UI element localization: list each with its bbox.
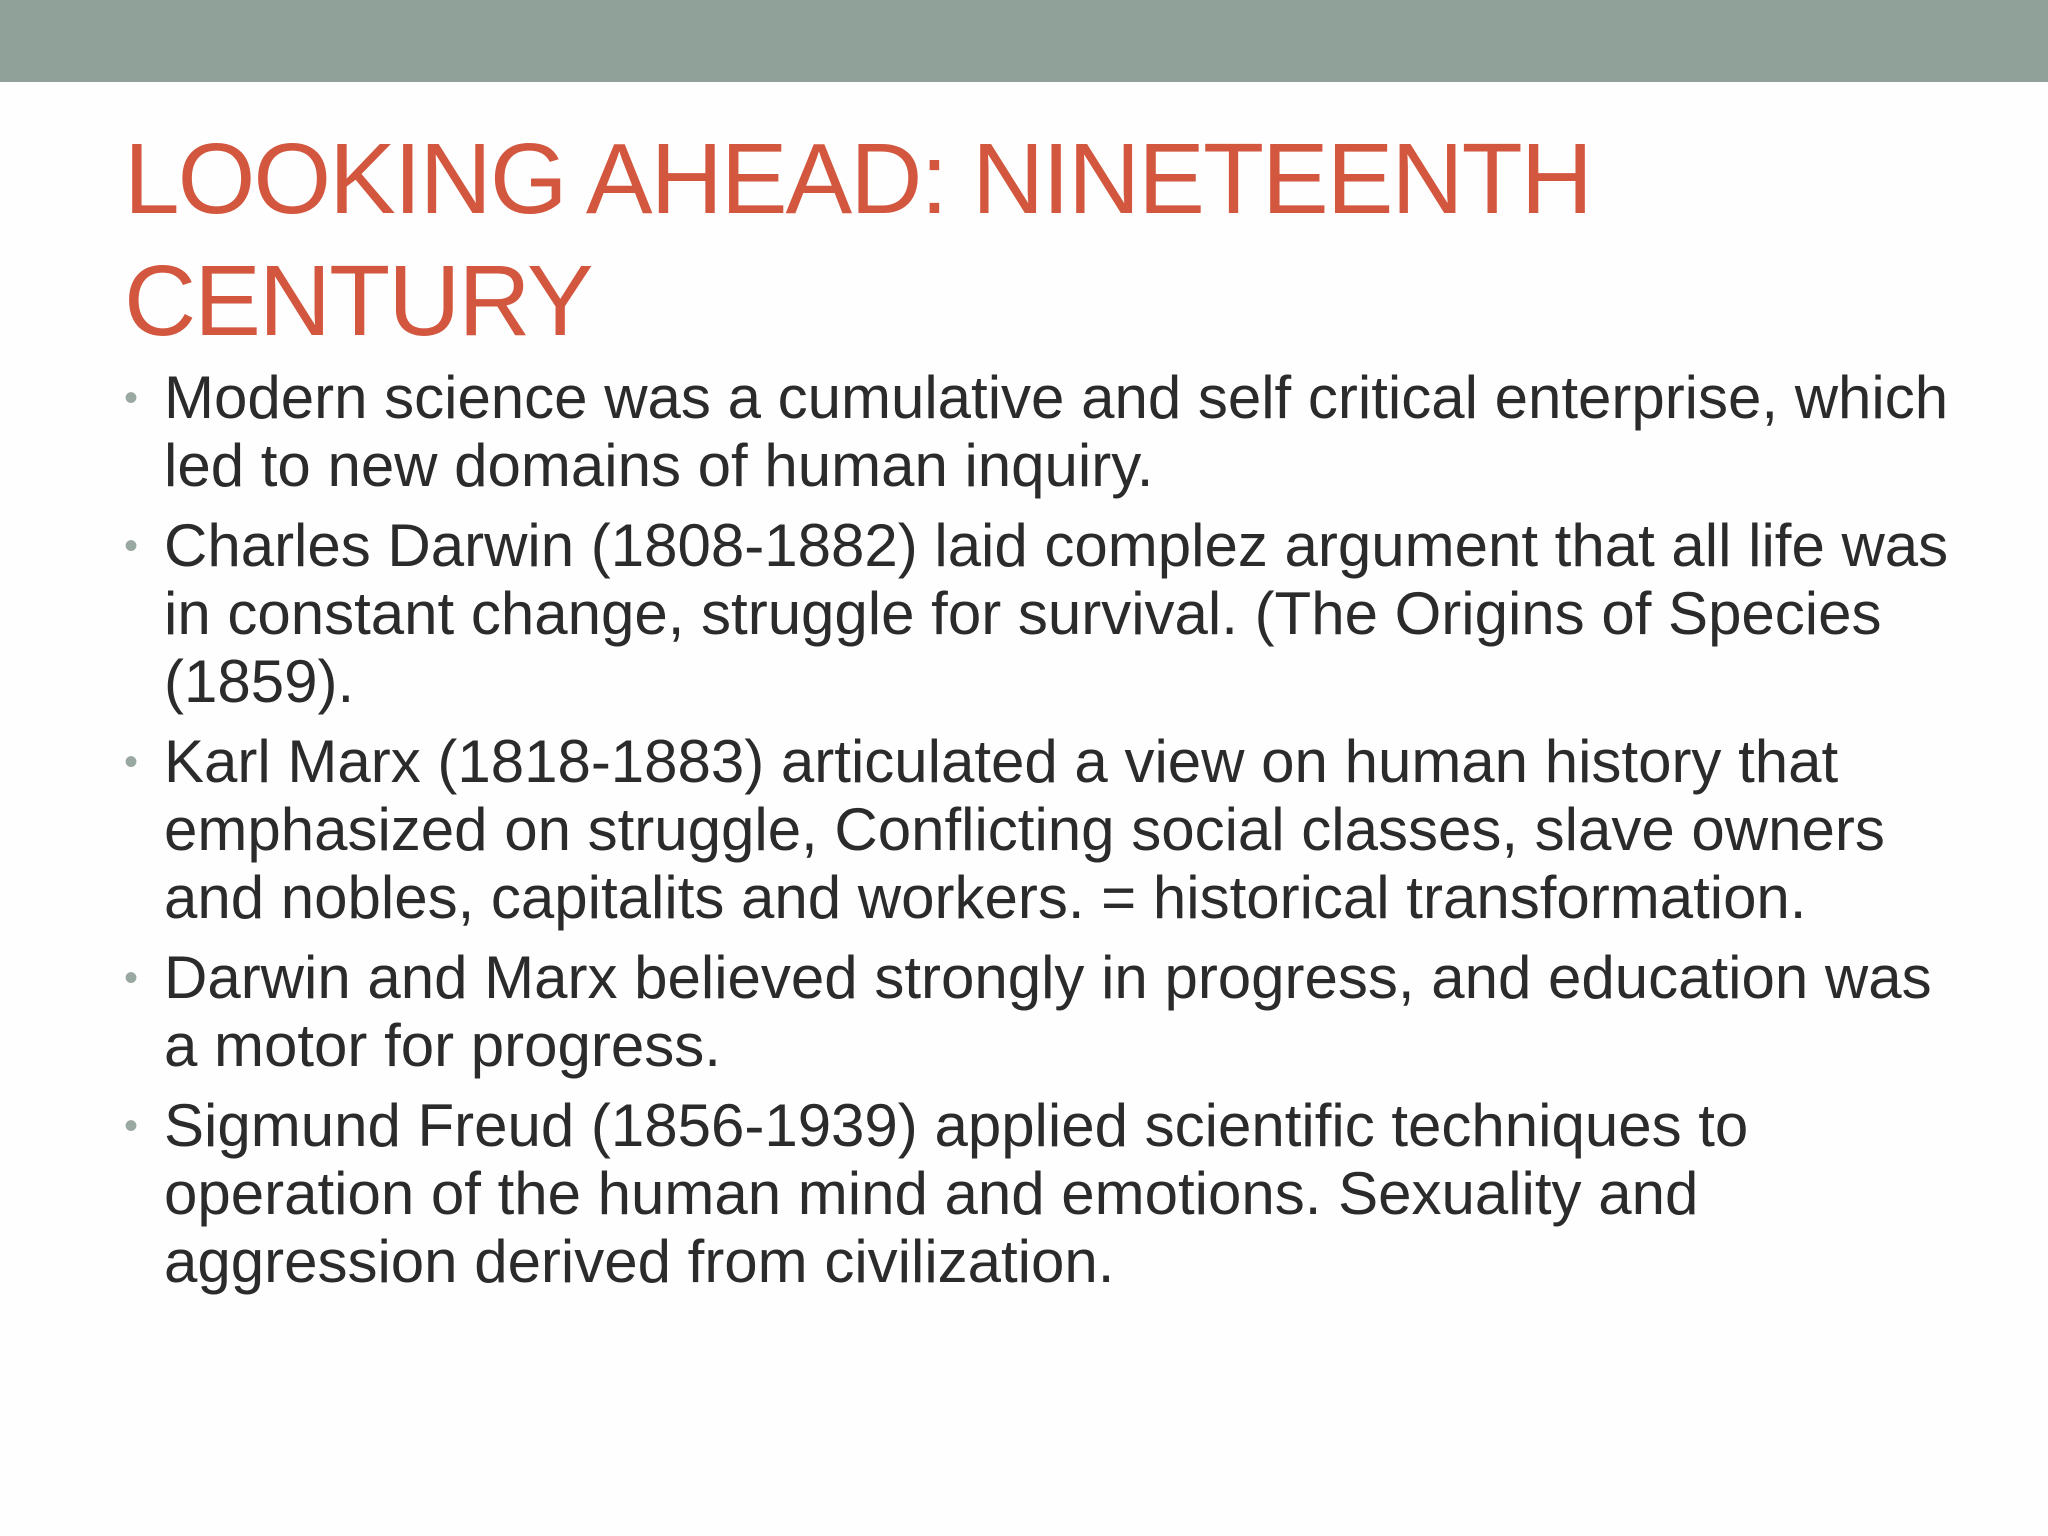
bullet-icon: • <box>124 524 139 568</box>
bullet-list <box>124 364 1954 1308</box>
header-bar <box>0 0 2048 82</box>
bullet-icon: • <box>124 956 139 1000</box>
slide-title: LOOKING AHEAD: NINETEENTH CENTURY <box>124 123 1591 357</box>
bullet-text: Karl Marx (1818-1883) articulated a view on human history that emphasized on struggle, Conflicting social classes, slave owners and nobles, capitalits and workers. = historical transformation. <box>164 728 1885 931</box>
bullet-item <box>124 944 1954 1080</box>
bullet-icon: • <box>124 740 139 784</box>
bullet-item <box>124 512 1954 716</box>
bullet-item <box>124 1092 1954 1296</box>
bullet-icon: • <box>124 376 139 420</box>
bullet-text: Modern science was a cumulative and self critical enterprise, which led to new domains of human inquiry. <box>164 364 1949 499</box>
bullet-text: Darwin and Marx believed strongly in progress, and education was a motor for progress. <box>164 944 1932 1079</box>
bullet-text: Sigmund Freud (1856-1939) applied scientific techniques to operation of the human mind and emotions. Sexuality and aggression derived from civilization. <box>164 1092 1749 1295</box>
bullet-icon: • <box>124 1104 139 1148</box>
bullet-text: Charles Darwin (1808-1882) laid complez argument that all life was in constant change, struggle for survival. (The Origins of Species (1859). <box>164 512 1949 715</box>
bullet-item <box>124 364 1954 500</box>
bullet-item <box>124 728 1954 932</box>
